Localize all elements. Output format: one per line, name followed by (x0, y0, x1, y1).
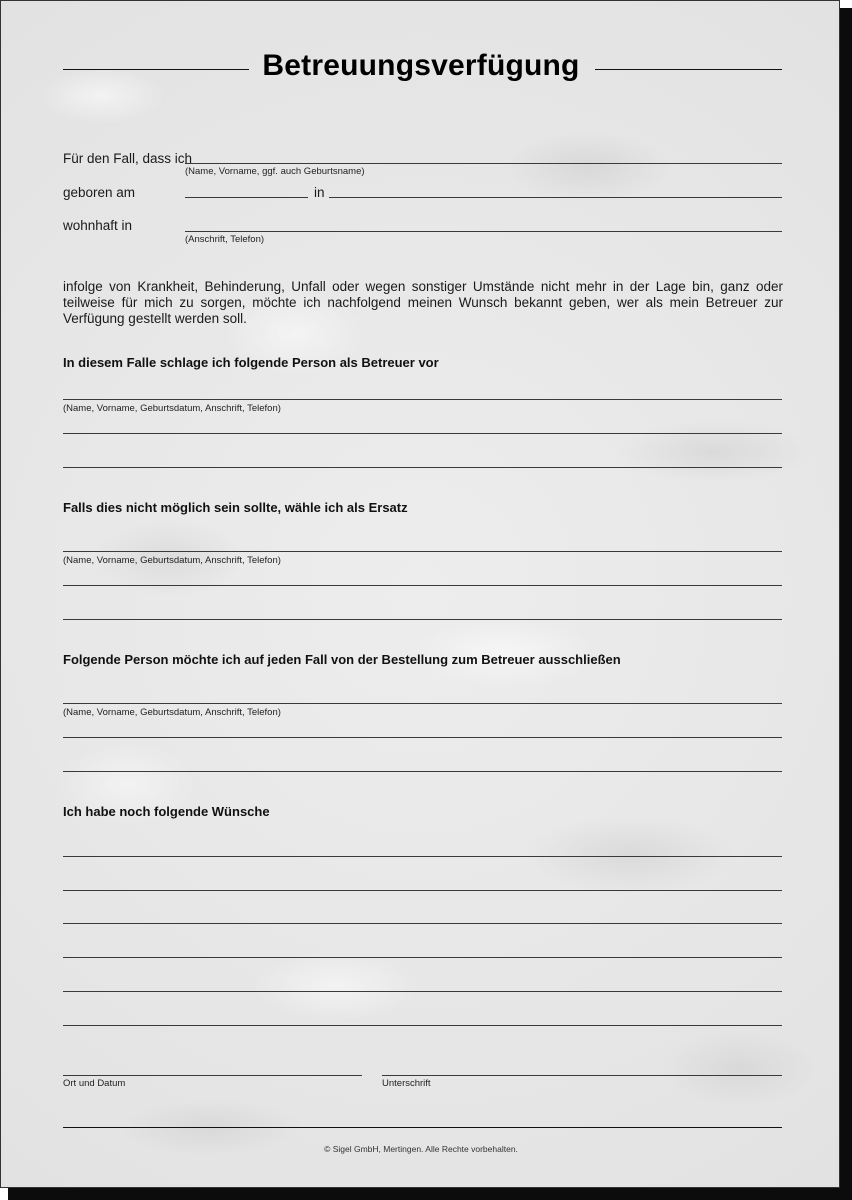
excluded-person-hint: (Name, Vorname, Geburtsdatum, Anschrift, Telefon) (63, 707, 281, 718)
substitute-hint: (Name, Vorname, Geburtsdatum, Anschrift, Telefon) (63, 555, 281, 566)
proposed-caregiver-line-3[interactable] (63, 467, 782, 468)
place-date-field[interactable] (63, 1075, 362, 1076)
in-label: in (314, 185, 325, 200)
wishes-line-6[interactable] (63, 1025, 782, 1026)
substitute-line-2[interactable] (63, 585, 782, 586)
wishes-line-1[interactable] (63, 856, 782, 857)
footer-rule (63, 1127, 782, 1128)
address-hint: (Anschrift, Telefon) (185, 234, 265, 245)
wishes-line-5[interactable] (63, 991, 782, 992)
wishes-line-4[interactable] (63, 957, 782, 958)
excluded-person-line-3[interactable] (63, 771, 782, 772)
section-heading-wishes: Ich habe noch folgende Wünsche (63, 804, 270, 819)
proposed-caregiver-line-2[interactable] (63, 433, 782, 434)
section-heading-substitute: Falls dies nicht möglich sein sollte, wähle ich als Ersatz (63, 500, 408, 515)
resident-label: wohnhaft in (63, 218, 133, 233)
birthplace-field[interactable] (329, 197, 782, 198)
proposed-caregiver-hint: (Name, Vorname, Geburtsdatum, Anschrift, Telefon) (63, 403, 281, 414)
fall-label: Für den Fall, dass ich (63, 151, 193, 166)
signature-field[interactable] (382, 1075, 782, 1076)
address-field[interactable] (185, 231, 782, 232)
title-rule-right (595, 69, 782, 70)
name-hint: (Name, Vorname, ggf. auch Geburtsname) (185, 166, 365, 177)
proposed-caregiver-line-1[interactable] (63, 399, 782, 400)
excluded-person-line-1[interactable] (63, 703, 782, 704)
born-label: geboren am (63, 185, 136, 200)
signature-label: Unterschrift (382, 1078, 431, 1089)
substitute-line-3[interactable] (63, 619, 782, 620)
section-heading-proposed-caregiver: In diesem Falle schlage ich folgende Person als Betreuer vor (63, 355, 439, 370)
wishes-line-2[interactable] (63, 890, 782, 891)
birthdate-field[interactable] (185, 197, 308, 198)
wishes-line-3[interactable] (63, 923, 782, 924)
page-title: Betreuungsverfügung (262, 49, 580, 82)
copyright-footer: © Sigel GmbH, Mertingen. Alle Rechte vorbehalten. (324, 1144, 518, 1154)
substitute-line-1[interactable] (63, 551, 782, 552)
place-date-label: Ort und Datum (63, 1078, 126, 1089)
intro-paragraph: infolge von Krankheit, Behinderung, Unfall oder wegen sonstiger Umstände nicht mehr in der Lage bin, ganz oder teilweise für mich zu sorgen, möchte ich nachfolgend meinen Wunsch bekannt geben, wer als mein Betreuer zur Verfügung gestellt werden soll. (63, 279, 783, 326)
name-field[interactable] (185, 163, 782, 164)
excluded-person-line-2[interactable] (63, 737, 782, 738)
section-heading-excluded-person: Folgende Person möchte ich auf jeden Fall von der Bestellung zum Betreuer ausschließen (63, 652, 621, 667)
